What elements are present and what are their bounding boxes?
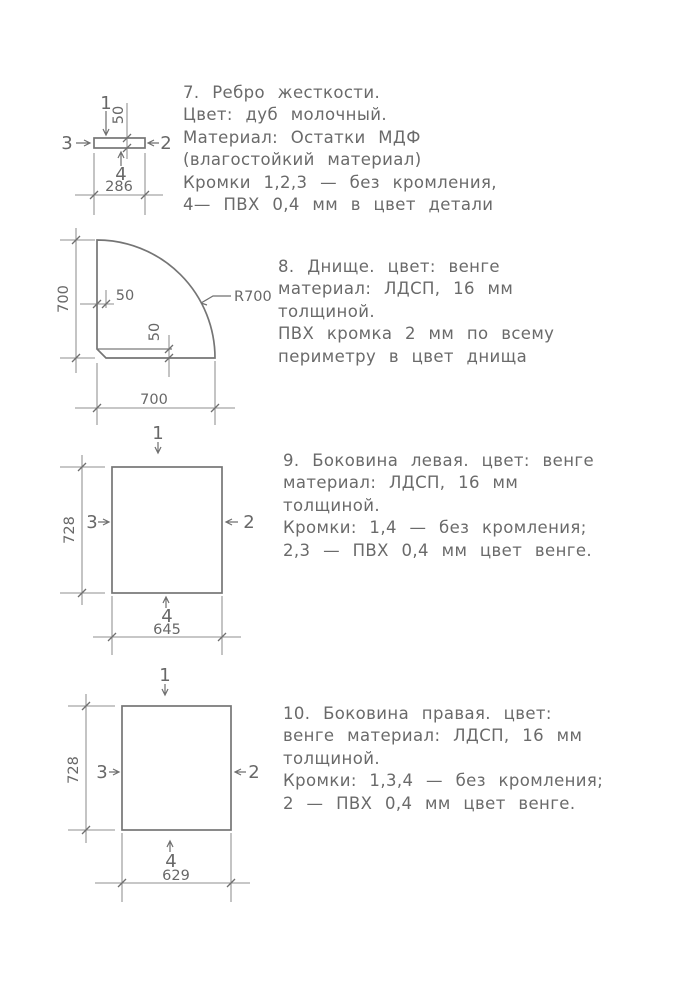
- edge-2-arrow: [226, 519, 238, 525]
- spec-line: 10. Боковина правая. цвет:: [283, 704, 552, 723]
- rib-outline: [94, 138, 145, 148]
- edge-4-label: 4: [161, 606, 173, 627]
- right-panel-outline: [122, 706, 231, 830]
- edge-4-label: 4: [115, 164, 127, 185]
- spec-line: Кромки: 1,4 — без кромления;: [283, 518, 587, 538]
- bottom-dim-text: 629: [162, 868, 190, 884]
- edge-2-label: 2: [243, 512, 255, 533]
- edge-4-label: 4: [165, 851, 177, 872]
- spec-line: 4— ПВХ 0,4 мм в цвет детали: [183, 195, 494, 215]
- spec-line: Кромки 1,2,3 — без кромления,: [183, 172, 497, 192]
- part-8-spec-text: [278, 256, 554, 368]
- spec-line: 9. Боковина левая. цвет: венге: [283, 451, 595, 470]
- part-8-drawing: [55, 225, 275, 430]
- edge-3-arrow: [109, 769, 119, 775]
- edge-3-label: 3: [61, 133, 73, 154]
- spec-line: 2 — ПВХ 0,4 мм цвет венге.: [283, 793, 576, 813]
- bottom-dim-text: 700: [140, 392, 168, 408]
- radius-leader-arrow: [201, 296, 231, 305]
- edge-3-arrow: [98, 519, 109, 525]
- edge-2-label: 2: [248, 762, 260, 783]
- part-7-spec-text: [183, 82, 497, 216]
- part-7-drawing: [45, 95, 195, 220]
- spec-line: 2,3 — ПВХ 0,4 мм цвет венге.: [283, 540, 593, 560]
- part-9-drawing: [55, 425, 300, 660]
- left-dim-text: 728: [66, 756, 82, 784]
- spec-line: (влагостойкий материал): [183, 150, 422, 170]
- edge-1-arrow: [103, 111, 109, 135]
- spec-line: толщиной.: [283, 495, 380, 515]
- left-dim-text: 728: [62, 516, 78, 544]
- width-dim-text: 286: [105, 179, 133, 195]
- edge-1-label: 1: [152, 425, 164, 444]
- part-10-drawing: [55, 660, 300, 905]
- edge-1-label: 1: [159, 665, 171, 686]
- edge-3-label: 3: [86, 512, 98, 533]
- radius-label: R700: [234, 289, 272, 305]
- part-9-spec-text: [283, 450, 594, 562]
- inset-h-text: 50: [115, 288, 135, 304]
- inset-v-text: 50: [147, 322, 163, 342]
- part-10-spec-text: [283, 703, 603, 815]
- spec-line: толщиной.: [283, 748, 380, 768]
- left-panel-outline: [112, 467, 222, 593]
- spec-line: Кромки: 1,3,4 — без кромления;: [283, 771, 604, 791]
- edge-3-label: 3: [96, 762, 108, 783]
- edge-2-arrow: [235, 769, 246, 775]
- spec-line: толщиной.: [278, 301, 375, 321]
- height-dim-text: 50: [111, 105, 127, 125]
- spec-line: Цвет: дуб молочный.: [183, 105, 388, 125]
- edge-2-arrow: [148, 140, 159, 146]
- bottom-dim-text: 645: [153, 622, 181, 638]
- edge-1-label: 1: [100, 95, 112, 114]
- spec-line: периметру в цвет днища: [278, 346, 528, 366]
- spec-line: венге материал: ЛДСП, 16 мм: [283, 726, 583, 746]
- spec-line: 8. Днище. цвет: венге: [278, 257, 500, 276]
- edge-3-arrow: [76, 140, 90, 146]
- spec-line: Материал: Остатки МДФ: [183, 127, 421, 147]
- spec-line: материал: ЛДСП, 16 мм: [278, 279, 514, 299]
- spec-line: ПВХ кромка 2 мм по всему: [278, 324, 555, 344]
- edge-2-label: 2: [160, 133, 172, 154]
- spec-line: 7. Ребро жесткости.: [183, 83, 381, 102]
- spec-line: материал: ЛДСП, 16 мм: [283, 473, 519, 493]
- left-dim-text: 700: [56, 285, 72, 313]
